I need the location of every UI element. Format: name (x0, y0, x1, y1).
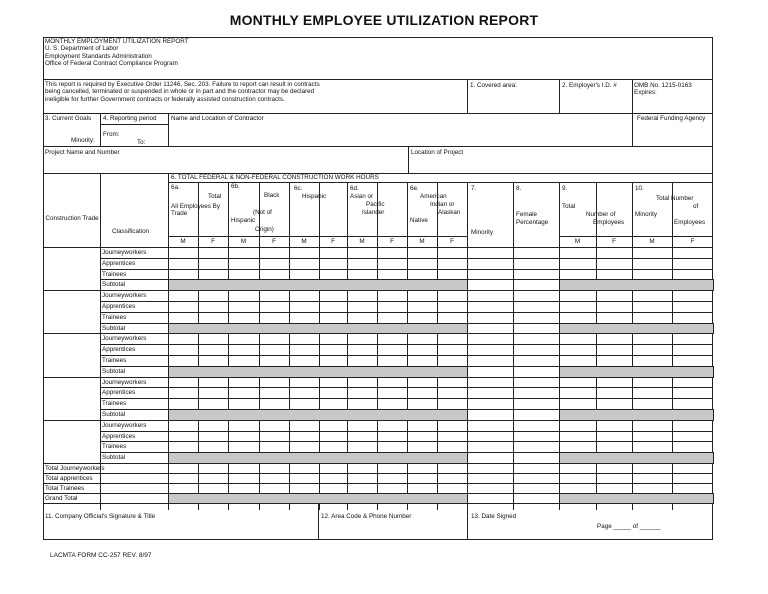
contractor-name-field[interactable]: Name and Location of Contractor (171, 115, 264, 122)
col-6d-desc-2: Pacific (366, 201, 385, 208)
phone-field[interactable]: 12. Area Code & Phone Number (321, 513, 412, 520)
notice-line-1: This report is required by Executive Order 11246, Sec. 203. Failure to report can result in contracts (45, 81, 320, 88)
totals-row-label: Total Trainees (45, 485, 85, 492)
notice-line-2: being cancelled, terminated or suspended in whole or in part and the contractor may be declared (45, 88, 315, 96)
male-column-header: M (359, 238, 365, 245)
classification-row-label: Journeyworkers (102, 378, 147, 386)
female-column-header: F (690, 238, 695, 245)
row-divider (43, 463, 713, 464)
col-9-total: Total (562, 203, 576, 210)
signature-divider (467, 503, 468, 540)
row-divider (100, 269, 713, 270)
form-number: LACMTA FORM CC-257 REV. 8/97 (50, 552, 152, 559)
minority-goal-label: Minority: (71, 137, 95, 144)
to-label: To: (137, 139, 146, 146)
col-10-desc-1: Total Number (656, 195, 694, 202)
signature-field[interactable]: 11. Company Official's Signature & Title (45, 513, 156, 520)
classification-row-label: Apprentices (102, 303, 136, 310)
female-column-header: F (390, 238, 394, 245)
employer-id-field[interactable]: 2. Employer's I.D. # (562, 82, 617, 89)
page-number-field[interactable]: Page _____ of ______ (597, 523, 661, 530)
column-divider (513, 182, 514, 510)
classification-row-label: Subtotal (102, 367, 126, 375)
classification-column-header: Classification (112, 228, 150, 235)
totals-row-label: Grand Total (45, 495, 78, 502)
classification-row-label: Apprentices (102, 346, 136, 354)
col-6b-desc-2: Hispanic (231, 217, 256, 224)
col-10-desc-3: Minority (635, 211, 658, 218)
female-column-header: F (331, 238, 335, 245)
male-column-header: M (301, 238, 307, 245)
row-divider (43, 420, 713, 421)
expires-label: Expires: (634, 89, 657, 97)
female-column-header: F (211, 238, 215, 245)
col-6a-desc: All Employees By Trade (171, 203, 220, 218)
row-divider (43, 473, 713, 474)
row-divider (43, 333, 713, 334)
covered-area-field[interactable]: 1. Covered area: (470, 82, 517, 89)
legal-notice (45, 81, 320, 103)
row-divider (43, 503, 713, 504)
agency-line-3: Employment Standards Administration (45, 52, 152, 60)
male-column-header: M (180, 238, 186, 245)
col-8-desc-1: Female (516, 211, 537, 218)
row-divider (43, 377, 713, 378)
classification-row-label: Trainees (102, 400, 127, 408)
row-divider (100, 312, 713, 313)
agency-line-4: Office of Federal Contract Compliance Program (45, 59, 178, 67)
row-divider (43, 483, 713, 484)
col-9-desc-1: Number of (586, 211, 616, 218)
totals-row-label: Total Journeyworkers (45, 465, 105, 472)
col-6a-total: Total (208, 193, 222, 200)
omb-label: OMB No. 1215-0163 (634, 82, 692, 89)
project-name-field[interactable]: Project Name and Number (45, 149, 120, 156)
row-divider (100, 387, 713, 388)
col-9-desc-2: Employees (593, 219, 625, 226)
agency-line-2: U. S. Department of Labor (45, 45, 119, 53)
classification-row-label: Trainees (102, 443, 127, 451)
col-10-desc-4: Employees (674, 219, 706, 226)
classification-row-label: Apprentices (102, 389, 136, 397)
col-6e-number: 6e. (410, 185, 419, 192)
male-column-header: M (419, 238, 425, 245)
classification-row-label: Apprentices (102, 259, 136, 267)
classification-row-label: Journeyworkers (102, 249, 147, 256)
date-signed-field[interactable]: 13. Date Signed (471, 513, 517, 520)
col-6c-desc: Hispanic (302, 193, 327, 200)
omb-number (634, 82, 692, 97)
row-divider (100, 431, 713, 432)
classification-row-label: Subtotal (102, 411, 126, 418)
from-label: From: (103, 131, 120, 138)
col-6b-desc-1: (Not of (253, 209, 272, 216)
row-divider (100, 258, 713, 259)
row-divider (100, 301, 713, 302)
section-6-title: 6. TOTAL FEDERAL & NON-FEDERAL CONSTRUCTION WORK HOURS (171, 174, 379, 181)
col-8-desc-2: Percentage (516, 219, 549, 226)
female-column-header: F (612, 238, 616, 245)
male-column-header: M (240, 238, 247, 245)
funding-agency-field[interactable]: Federal Funding Agency (637, 115, 706, 122)
classification-row-label: Subtotal (102, 454, 126, 462)
female-column-header: F (450, 238, 454, 245)
notice-line-3: ineligible for further Government contracts or federally assisted construction contracts. (45, 95, 285, 103)
col-10-number: 10. (635, 185, 644, 192)
col-6d-desc-1: Asian or (350, 193, 374, 200)
classification-row-label: Trainees (102, 313, 127, 321)
col-6d-number: 6d. (350, 185, 359, 192)
row-divider (100, 398, 713, 399)
totals-row-label: Total apprentices (45, 475, 93, 482)
classification-row-label: Journeyworkers (102, 421, 147, 429)
row-divider (100, 344, 713, 345)
row-divider (100, 441, 713, 442)
col-6e-desc-2: Indian or (430, 201, 455, 208)
mf-band-top (168, 236, 467, 237)
classification-row-label: Subtotal (102, 281, 126, 289)
trade-column-header: Construction Trade (45, 215, 99, 222)
col-6c-number: 6c. (294, 185, 303, 192)
col-7-desc: Minority (471, 229, 494, 236)
col-6b-black: Black (264, 192, 280, 199)
reporting-period-field[interactable]: 4. Reporting period (103, 115, 157, 122)
form-title: MONTHLY EMPLOYEE UTILIZATION REPORT (229, 12, 539, 28)
col-6a-number: 6a. (171, 184, 180, 191)
column-divider (100, 173, 101, 510)
col-9-number: 9. (562, 185, 568, 192)
col-7-number: 7. (471, 185, 477, 192)
current-goals-field[interactable]: 3. Current Goals (45, 115, 92, 122)
row-divider (100, 355, 713, 356)
col-6d-desc-3: Islander (362, 209, 385, 216)
mf-band-top (559, 236, 713, 237)
col-6b-number: 6b. (231, 183, 240, 190)
male-column-header: M (574, 238, 581, 245)
classification-row-label: Subtotal (102, 324, 126, 332)
col-6b-desc-3: Origin) (255, 226, 274, 233)
classification-row-label: Apprentices (102, 432, 136, 440)
classification-row-label: Journeyworkers (102, 292, 147, 300)
col-6e-desc-1: American (420, 193, 447, 200)
row-divider (43, 290, 713, 291)
col-8-number: 8. (516, 185, 522, 192)
signature-divider (318, 503, 319, 540)
project-location-field[interactable]: Location of Project (411, 149, 464, 156)
female-column-header: F (272, 238, 276, 245)
agency-header (45, 38, 189, 67)
classification-row-label: Journeyworkers (102, 335, 147, 343)
male-column-header: M (649, 238, 655, 245)
classification-row-label: Trainees (102, 357, 127, 364)
col-6e-desc-4: Native (410, 217, 428, 224)
classification-row-label: Trainees (102, 270, 127, 278)
agency-line-1: MONTHLY EMPLOYMENT UTILIZATION REPORT (45, 38, 189, 45)
header-bottom (43, 247, 713, 248)
col-10-desc-2: of (693, 203, 699, 210)
col-6e-desc-3: Alaskan (438, 209, 461, 216)
